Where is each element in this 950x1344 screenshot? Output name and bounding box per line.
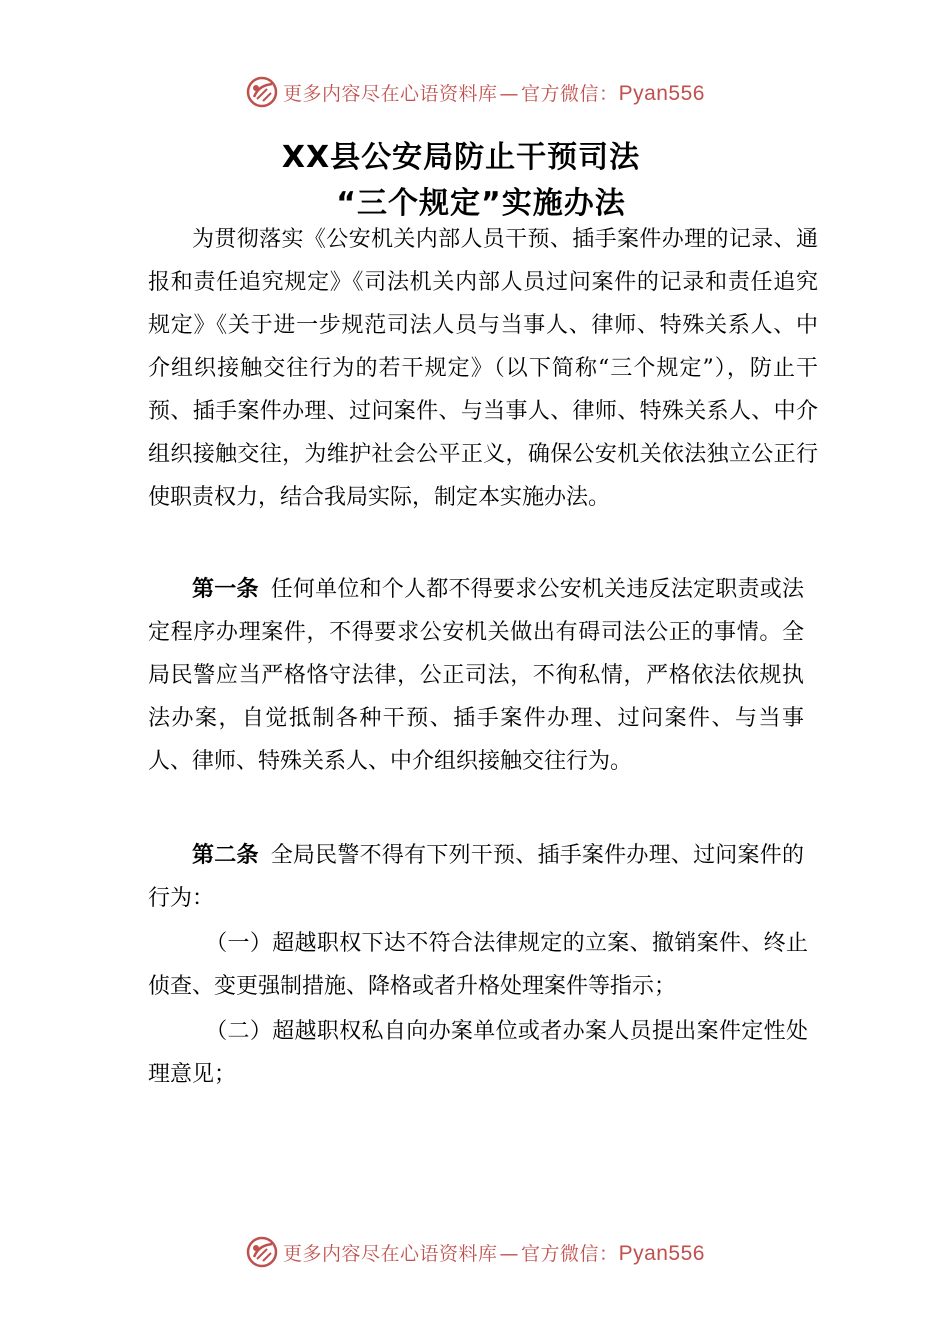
document-title-line1: XX县公安局防止干预司法 [281,140,641,175]
article-2 [148,834,804,920]
watermark-text: 更多内容尽在心语资料库 — 官方微信：Pyan556 [283,81,705,105]
list-item: （一）超越职权下达不符合法律规定的立案、撤销案件、终止侦查、变更强制措施、降格或者升格处理案件等指示； [148,931,808,999]
article-2-text: 全局民警不得有下列干预、插手案件办理、过问案件的行为： [148,843,804,911]
watermark-text: 更多内容尽在心语资料库 — 官方微信：Pyan556 [283,1241,705,1265]
watermark-footer [0,1230,950,1274]
intro-paragraph: 为贯彻落实《公安机关内部人员干预、插手案件办理的记录、通报和责任追究规定》《司法机关内部人员过问案件的记录和责任追究规定》《关于进一步规范司法人员与当事人、律师、特殊关系人、中介组织接触交往行为的若干规定》（以下简称“三个规定”），防止干预、插手案件办理、过问案件、与当事人、律师、特殊关系人、中介组织接触交往，为维护社会公平正义，确保公安机关依法独立公正行使职责权力，结合我局实际，制定本实施办法。 [148,227,818,510]
watermark-header [0,70,950,114]
article-1-text: 任何单位和个人都不得要求公安机关违反法定职责或法定程序办理案件，不得要求公安机关做出有碍司法公正的事情。全局民警应当严格恪守法律，公正司法，不徇私情，严格依法依规执法办案，自觉抵制各种干预、插手案件办理、过问案件、与当事人、律师、特殊关系人、中介组织接触交往行为。 [148,577,804,774]
article-1-heading: 第一条 [192,577,259,602]
document-title-line2: “三个规定”实施办法 [336,186,626,221]
watermark-logo-icon [245,1235,279,1269]
article-2-heading: 第二条 [192,843,259,868]
article-1 [148,568,804,783]
watermark-logo-icon [245,75,279,109]
list-item: （二）超越职权私自向办案单位或者办案人员提出案件定性处理意见； [148,1019,808,1087]
